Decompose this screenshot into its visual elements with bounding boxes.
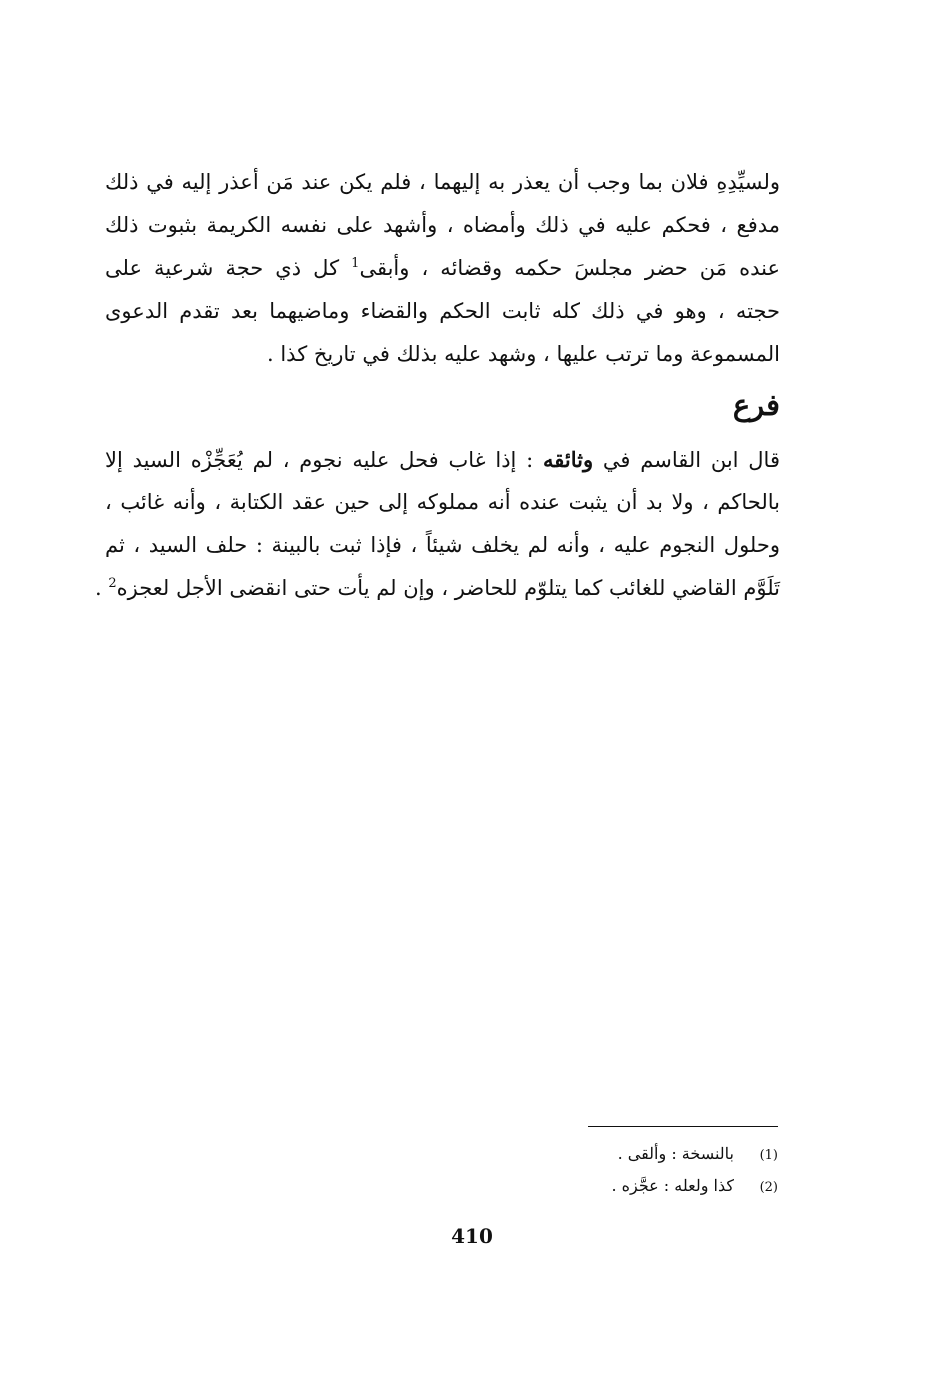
footnotes	[611, 1138, 778, 1202]
footnote-separator	[588, 1126, 778, 1127]
footnote-ref-2: 2	[108, 576, 117, 591]
footnote-ref-1: 1	[351, 256, 360, 271]
footnote-1	[611, 1138, 778, 1170]
footnote-number: (2)	[759, 1180, 778, 1195]
book-title: وثائقه	[543, 447, 594, 472]
text-line: حجته ، وهو في ذلك كله ثابت الحكم والقضاء وماضيهما بعد تقدم الدعوى	[105, 299, 780, 323]
text-segment: .	[94, 576, 109, 600]
text-line	[105, 247, 780, 290]
text-line: بالحاكم ، ولا بد أن يثبت عنده أنه مملوكه إلى حين عقد الكتابة ، وأنه غائب ،	[105, 490, 780, 514]
text-segment: عنده مَن حضر مجلسَ حكمه وقضائه ، وأبقى	[359, 256, 780, 280]
text-line	[105, 438, 780, 481]
text-segment: : إذا غاب فحل عليه نجوم ، لم يُعَجِّزْه السيد إلا	[105, 448, 544, 472]
text-segment: كل ذي حجة شرعية على	[105, 256, 340, 280]
text-line: المسموعة وما ترتب عليها ، وشهد عليه بذلك في تاريخ كذا .	[266, 342, 780, 366]
footnote-number: (1)	[759, 1148, 778, 1163]
text-line: وحلول النجوم عليه ، وأنه لم يخلف شيئاً ، فإذا ثبت بالبينة : حلف السيد ، ثم	[105, 533, 780, 557]
text-segment: تَلَوَّم القاضي للغائب كما يتلوّم للحاضر ، وإن لم يأت حتى انقضى الأجل لعجزه	[116, 576, 780, 600]
paragraph-2	[94, 438, 780, 610]
section-heading: فرع	[732, 388, 780, 422]
page-number: 410	[451, 1224, 493, 1248]
footnote-text: كذا ولعله : عجَّزه .	[611, 1176, 734, 1195]
text-line: ولسيِّدِهِ فلان بما وجب أن يعذر به إليهما ، فلم يكن عند مَن أعذر إليه في ذلك	[105, 170, 780, 194]
footnote-text: بالنسخة : وألقى .	[617, 1144, 734, 1163]
footnote-2	[611, 1170, 778, 1202]
text-line: مدفع ، فحكم عليه في ذلك وأمضاه ، وأشهد على نفسه الكريمة بثبوت ذلك	[105, 213, 780, 237]
paragraph-1	[105, 161, 780, 376]
text-line	[94, 567, 780, 610]
text-segment: قال ابن القاسم في	[593, 448, 780, 472]
